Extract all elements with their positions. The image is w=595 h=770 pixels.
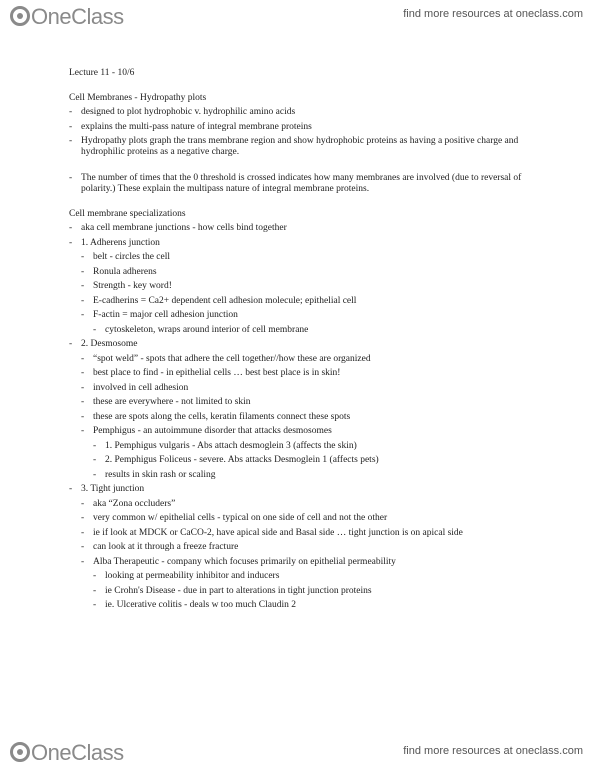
section1-heading: Cell Membranes - Hydropathy plots: [69, 93, 207, 103]
list-item: - these are everywhere - not limited to skin: [81, 397, 539, 408]
list-item: - can look at it through a freeze fracture: [81, 542, 539, 553]
list-item: - belt - circles the cell: [81, 252, 539, 263]
footer-tagline[interactable]: find more resources at oneclass.com: [403, 745, 583, 757]
list-item: - ie Crohn's Disease - due in part to alterations in tight junction proteins: [93, 586, 539, 597]
logo-text: OneClass: [31, 4, 124, 29]
list-item: - Alba Therapeutic - company which focuses primarily on epithelial permeability: [81, 557, 539, 568]
list-item: - involved in cell adhesion: [81, 383, 539, 394]
oneclass-logo[interactable]: [10, 4, 124, 30]
list-item: - explains the multi-pass nature of integral membrane proteins: [69, 122, 539, 133]
logo-text: OneClass: [31, 740, 124, 765]
list-item: - aka “Zona occluders”: [81, 499, 539, 510]
list-item: - F-actin = major cell adhesion junction: [81, 310, 539, 321]
page-header: [0, 0, 595, 40]
adherens-title: - 1. Adherens junction: [69, 238, 539, 249]
list-item: - aka cell membrane junctions - how cells bind together: [69, 223, 539, 234]
lecture-notes: [69, 68, 539, 615]
oneclass-logo-icon: [10, 742, 30, 762]
lecture-title: Lecture 11 - 10/6: [69, 68, 135, 78]
list-item: - Strength - key word!: [81, 281, 539, 292]
header-tagline[interactable]: find more resources at oneclass.com: [403, 8, 583, 20]
list-item: - Hydropathy plots graph the trans membrane region and show hydrophobic proteins as having a positive charge and hydrophilic proteins as a negative charge.: [69, 136, 539, 158]
list-item: - ie if look at MDCK or CaCO-2, have apical side and Basal side … tight junction is on apical side: [81, 528, 539, 539]
list-item: - looking at permeability inhibitor and inducers: [93, 571, 539, 582]
list-item: - cytoskeleton, wraps around interior of cell membrane: [93, 325, 539, 336]
list-item: - ie. Ulcerative colitis - deals w too much Claudin 2: [93, 600, 539, 611]
list-item: - these are spots along the cells, keratin filaments connect these spots: [81, 412, 539, 423]
list-item: - very common w/ epithelial cells - typical on one side of cell and not the other: [81, 513, 539, 524]
list-item: - designed to plot hydrophobic v. hydrophilic amino acids: [69, 107, 539, 118]
list-item: - 2. Pemphigus Foliceus - severe. Abs attacks Desmoglein 1 (affects pets): [93, 455, 539, 466]
list-item: - E-cadherins = Ca2+ dependent cell adhesion molecule; epithelial cell: [81, 296, 539, 307]
list-item: - results in skin rash or scaling: [93, 470, 539, 481]
oneclass-logo-icon: [10, 6, 30, 26]
list-item: - “spot weld” - spots that adhere the cell together//how these are organized: [81, 354, 539, 365]
list-item: - 1. Pemphigus vulgaris - Abs attach desmoglein 3 (affects the skin): [93, 441, 539, 452]
list-item: - Ronula adherens: [81, 267, 539, 278]
section2-heading: Cell membrane specializations: [69, 209, 186, 219]
list-item: - best place to find - in epithelial cells … best best place is in skin!: [81, 368, 539, 379]
list-item: - The number of times that the 0 threshold is crossed indicates how many membranes are involved (due to reversal of polarity.) These explain the multipass nature of integral membrane proteins.: [69, 173, 539, 195]
footer-oneclass-logo[interactable]: [10, 740, 124, 766]
list-item: - Pemphigus - an autoimmune disorder that attacks desmosomes: [81, 426, 539, 437]
tight-junction-title: - 3. Tight junction: [69, 484, 539, 495]
desmosome-title: - 2. Desmosome: [69, 339, 539, 350]
